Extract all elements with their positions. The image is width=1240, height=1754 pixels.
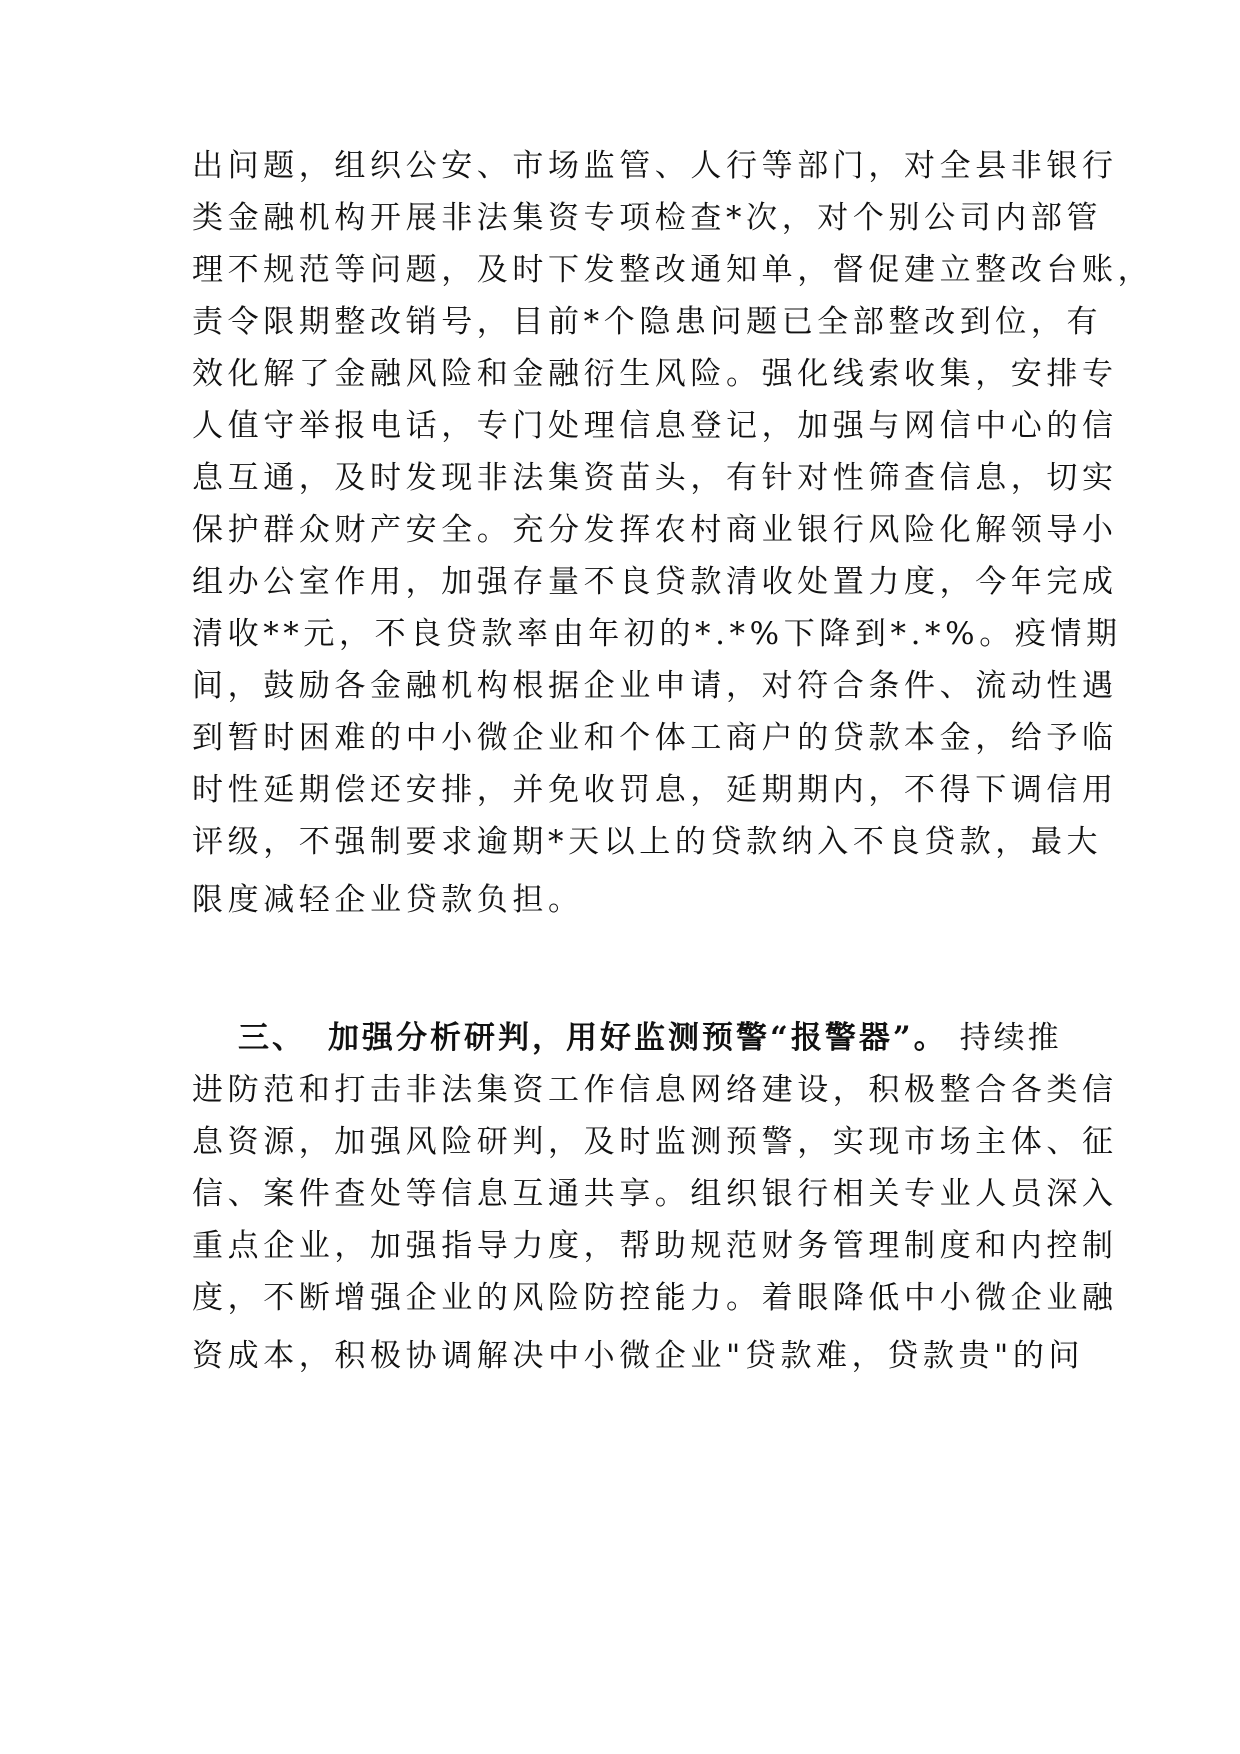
text-line: 间，鼓励各金融机构根据企业申请，对符合条件、流动性遇 <box>192 668 1118 704</box>
text-line: 息互通，及时发现非法集资苗头，有针对性筛查信息，切实 <box>192 460 1118 496</box>
text-line: 出问题，组织公安、市场监管、人行等部门，对全县非银行 <box>192 148 1118 184</box>
text-line: 时性延期偿还安排，并免收罚息，延期期内，不得下调信用 <box>192 772 1118 808</box>
text-line: 重点企业，加强指导力度，帮助规范财务管理制度和内控制 <box>192 1228 1118 1264</box>
text-line: 息资源，加强风险研判，及时监测预警，实现市场主体、征 <box>192 1124 1118 1160</box>
section-heading-line <box>192 1018 1062 1058</box>
text-line: 度，不断增强企业的风险防控能力。着眼降低中小微企业融 <box>192 1280 1118 1316</box>
text-line: 信、案件查处等信息互通共享。组织银行相关专业人员深入 <box>192 1176 1118 1212</box>
text-line: 到暂时困难的中小微企业和个体工商户的贷款本金，给予临 <box>192 720 1118 756</box>
text-line: 人值守举报电话，专门处理信息登记，加强与网信中心的信 <box>192 408 1118 444</box>
text-line: 限度减轻企业贷款负担。 <box>192 882 584 918</box>
section-heading-text: 加强分析研判，用好监测预警“报警器”。 <box>328 1020 948 1056</box>
text-line: 责令限期整改销号，目前*个隐患问题已全部整改到位，有 <box>192 304 1103 340</box>
text-line: 组办公室作用，加强存量不良贷款清收处置力度，今年完成 <box>192 564 1118 600</box>
section-first-line-rest: 持续推 <box>959 1020 1062 1056</box>
text-line: 保护群众财产安全。充分发挥农村商业银行风险化解领导小 <box>192 512 1118 548</box>
text-line: 清收**元，不良贷款率由年初的*.*%下降到*.*%。疫情期 <box>192 616 1122 652</box>
section-heading <box>238 1018 948 1058</box>
text-line: 资成本，积极协调解决中小微企业"贷款难，贷款贵"的问 <box>192 1338 1085 1374</box>
text-line: 评级，不强制要求逾期*天以上的贷款纳入不良贷款，最大 <box>192 824 1103 860</box>
text-line: 效化解了金融风险和金融衍生风险。强化线索收集，安排专 <box>192 356 1118 392</box>
text-line: 进防范和打击非法集资工作信息网络建设，积极整合各类信 <box>192 1072 1118 1108</box>
section-number: 三、 <box>238 1020 306 1056</box>
text-line: 类金融机构开展非法集资专项检查*次，对个别公司内部管 <box>192 200 1103 236</box>
text-line: 理不规范等问题，及时下发整改通知单，督促建立整改台账， <box>192 252 1154 288</box>
